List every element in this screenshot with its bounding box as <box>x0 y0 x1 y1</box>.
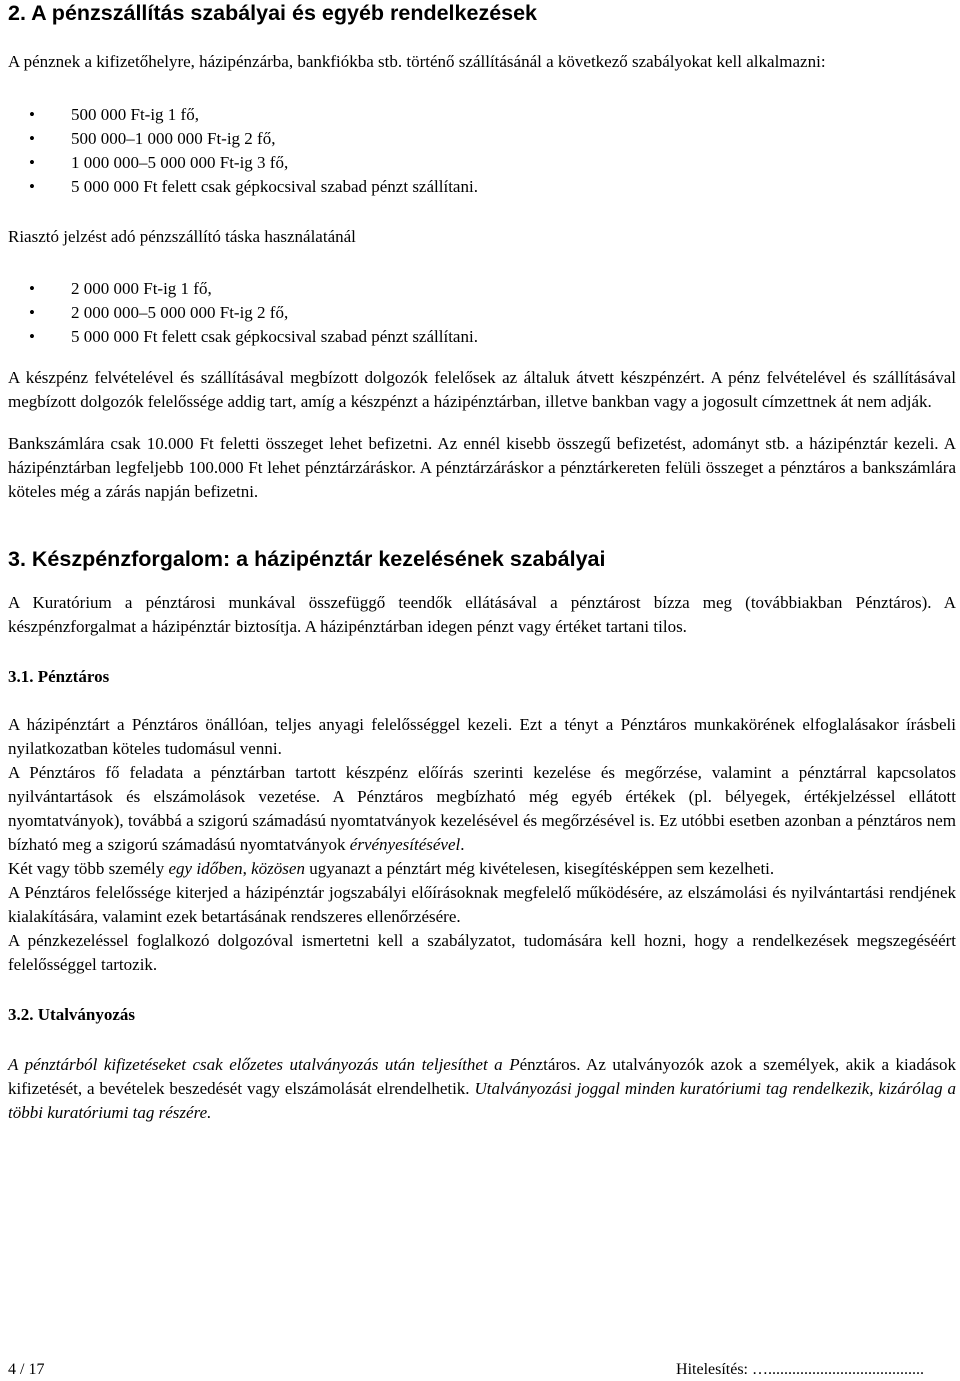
cashier-paragraph-2 <box>8 761 956 857</box>
text-run: Két vagy több személy <box>8 859 169 878</box>
italic-text: Utalványozási joggal minden kuratóriumi tag rendelkezik, kizárólag a többi kuratóriumi tag részére. <box>8 1079 956 1122</box>
document-page <box>8 0 956 1125</box>
italic-text: érvényesítésével <box>349 835 461 854</box>
subsection-3-2-heading: 3.2. Utalványozás <box>8 1005 136 1024</box>
bank-paragraph: Bankszámlára csak 10.000 Ft feletti összeget lehet befizetni. Az ennél kisebb összegű befizetést, adományt stb. a házipénztár kezeli. A házipénztárban legfeljebb 100.000 Ft lehet pénztárzáráskor. A pénztárzáráskor a pénztárkereten felüli összeget a pénztáros a bankszámlára köteles még a zárás napján befizetni. <box>8 434 956 501</box>
italic-text: A pénztárból kifizetéseket csak előzetes utalványozás után teljesíthet a P <box>8 1055 520 1074</box>
text-run: . <box>460 835 465 854</box>
subsection-3-1-heading: 3.1. Pénztáros <box>8 667 110 686</box>
text-run: ugyanazt a pénztárt még kivételesen, kisegítésképpen sem kezelheti. <box>304 859 775 878</box>
list-item: • 5 000 000 Ft felett csak gépkocsival szabad pénzt szállítani. <box>8 325 956 349</box>
section-2-heading: 2. A pénzszállítás szabályai és egyéb rendelkezések <box>8 1 538 25</box>
list-item: • 5 000 000 Ft felett csak gépkocsival szabad pénzt szállítani. <box>8 175 956 199</box>
text-run: A Pénztáros fő feladata a pénztárban tartott készpénz előírás szerinti kezelése és megőrzése, valamint a pénztárral kapcsolatos nyilvántartások és elszámolások vezetése. A Pénztáros megbízható még egyéb értékek (pl. bélyegek, értékjelzéssel ellátott nyomtatványok), továbbá a szigorú számadású nyomtatványok kezelésével és megőrzésével is. Ez utóbbi esetben azonban a pénztáros nem bízható meg a szigorú számadású nyomtatványok <box>8 763 956 854</box>
italic-text: közösen <box>251 859 305 878</box>
list-item: • 500 000–1 000 000 Ft-ig 2 fő, <box>8 127 956 151</box>
cashier-paragraph-4: A Pénztáros felelőssége kiterjed a házipénztár jogszabályi előírásoknak megfelelő működésére, az elszámolási és nyilvántartási rendjének kialakítására, valamint ezek betartásának rendszeres ellenőrzésére. <box>8 883 956 926</box>
responsibility-paragraph: A készpénz felvételével és szállításával megbízott dolgozók felelősek az általuk átvett készpénzért. A pénz felvételével és szállításával megbízott dolgozók felelőssége addig tart, amíg a készpénzt a házipénztárban, illetve bankban vagy a jogosult címzettnek át nem adják. <box>8 368 956 411</box>
section-3-heading: 3. Készpénzforgalom: a házipénztár kezelésének szabályai <box>8 547 606 571</box>
section-2-intro: A pénznek a kifizetőhelyre, házipénzárba, bankfiókba stb. történő szállításánál a következő szabályokat kell alkalmazni: <box>8 52 826 71</box>
list-item: • 2 000 000 Ft-ig 1 fő, <box>8 277 956 301</box>
list-item: • 2 000 000–5 000 000 Ft-ig 2 fő, <box>8 301 956 325</box>
alarm-limits-list <box>8 277 956 349</box>
authorization-paragraph <box>8 1053 956 1125</box>
cashier-paragraph-1: A házipénztárt a Pénztáros önállóan, teljes anyagi felelősséggel kezeli. Ezt a tényt a Pénztáros munkakörének elfoglalásakor írásbeli nyilatkozatban köteles tudomásul venni. <box>8 715 956 758</box>
transport-limits-list <box>8 103 956 199</box>
list-item: • 1 000 000–5 000 000 Ft-ig 3 fő, <box>8 151 956 175</box>
cashier-paragraph-3 <box>8 857 956 881</box>
authentication-line: Hitelesítés: …....................................... <box>676 1361 924 1378</box>
cashier-paragraph-5: A pénzkezeléssel foglalkozó dolgozóval ismertetni kell a szabályzatot, tudomására kell hozni, hogy a rendelkezések megszegéséért felelősséggel tartozik. <box>8 931 956 974</box>
alarm-case-intro: Riasztó jelzést adó pénzszállító táska használatánál <box>8 227 356 246</box>
list-item: • 500 000 Ft-ig 1 fő, <box>8 103 956 127</box>
page-number: 4 / 17 <box>8 1361 45 1378</box>
section-3-intro: A Kuratórium a pénztárosi munkával összefüggő teendők ellátásával a pénztárost bízza meg (továbbiakban Pénztáros). A készpénzforgalmat a házipénztár biztosítja. A házipénztárban idegen pénzt vagy értéket tartani tilos. <box>8 593 956 636</box>
text-run: énztáros. Az utalványozók azok a személyek, akik a kiadások kifizetését, a bevételek beszedését vagy elszámolását elrendelhetik. <box>8 1055 956 1098</box>
text-run: , <box>242 859 252 878</box>
italic-text: egy időben <box>168 859 243 878</box>
